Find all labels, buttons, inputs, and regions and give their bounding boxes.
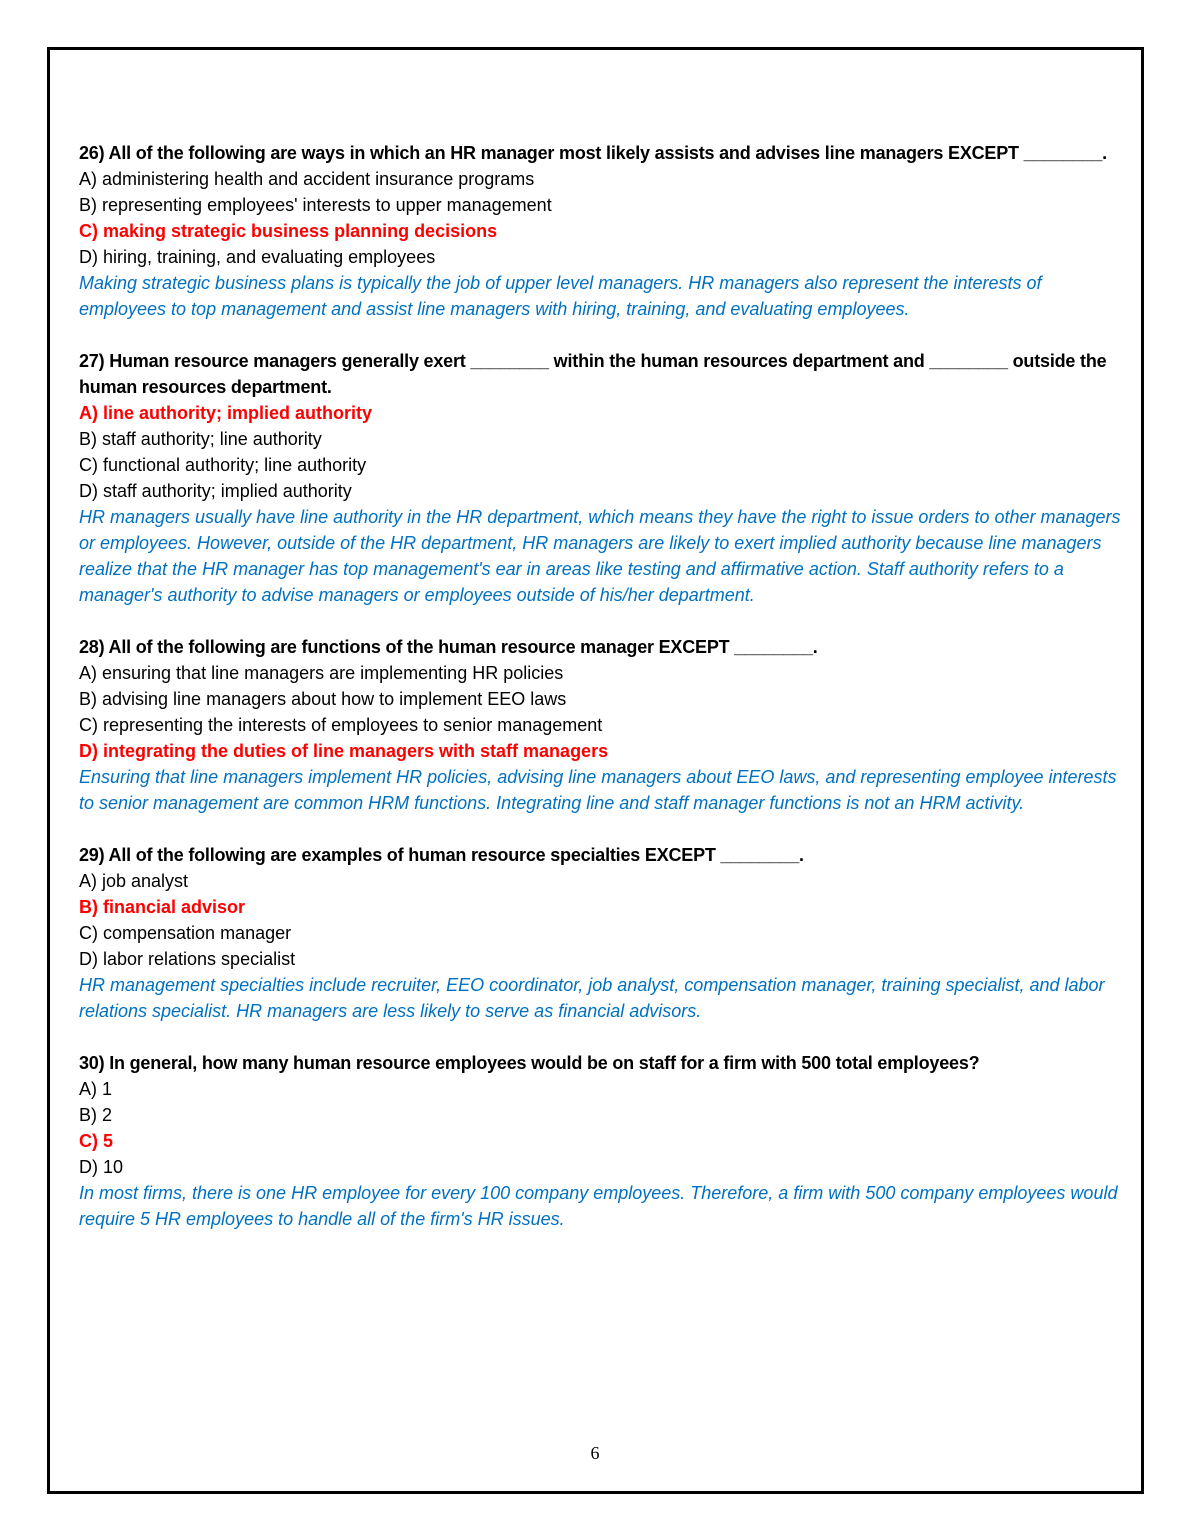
option-d-correct: D) integrating the duties of line managers with staff managers	[79, 741, 609, 761]
option-d: D) 10	[79, 1157, 124, 1177]
option-d: D) labor relations specialist	[79, 949, 296, 969]
question-stem: 27) Human resource managers generally exert ________ within the human resources department and ________ outside the human resources department.	[79, 351, 1107, 397]
option-d: D) hiring, training, and evaluating employees	[79, 247, 436, 267]
option-b: B) advising line managers about how to implement EEO laws	[79, 689, 567, 709]
page-number: 6	[590, 1443, 600, 1463]
option-c-correct: C) 5	[79, 1131, 114, 1151]
question-stem: 30) In general, how many human resource employees would be on staff for a firm with 500 total employees?	[79, 1053, 980, 1073]
option-c: C) functional authority; line authority	[79, 455, 367, 475]
option-b: B) representing employees' interests to upper management	[79, 195, 552, 215]
answer-explanation: HR management specialties include recruiter, EEO coordinator, job analyst, compensation manager, training specialist, and labor relations specialist. HR managers are less likely to serve as financial advisors.	[79, 975, 1105, 1021]
option-d: D) staff authority; implied authority	[79, 481, 352, 501]
option-a: A) job analyst	[79, 871, 189, 891]
option-a-correct: A) line authority; implied authority	[79, 403, 373, 423]
answer-explanation: Ensuring that line managers implement HR policies, advising line managers about EEO laws, and representing employee interests to senior management are common HRM functions. Integrating line and staff manager functions is not an HRM activity.	[79, 767, 1117, 813]
question-28	[79, 634, 1129, 816]
option-a: A) 1	[79, 1079, 113, 1099]
answer-explanation: HR managers usually have line authority in the HR department, which means they have the right to issue orders to other managers or employees. However, outside of the HR department, HR managers are likely to exert implied authority because line managers realize that the HR manager has top management's ear in areas like testing and affirmative action. Staff authority refers to a manager's authority to advise managers or employees outside of his/her department.	[79, 507, 1121, 605]
question-stem: 26) All of the following are ways in which an HR manager most likely assists and advises line managers EXCEPT ________.	[79, 143, 1107, 163]
option-a: A) ensuring that line managers are implementing HR policies	[79, 663, 564, 683]
option-c-correct: C) making strategic business planning decisions	[79, 221, 498, 241]
option-c: C) compensation manager	[79, 923, 292, 943]
question-list	[79, 140, 1129, 1258]
option-a: A) administering health and accident insurance programs	[79, 169, 535, 189]
question-stem: 28) All of the following are functions of the human resource manager EXCEPT ________.	[79, 637, 818, 657]
option-b-correct: B) financial advisor	[79, 897, 246, 917]
option-b: B) 2	[79, 1105, 113, 1125]
question-29	[79, 842, 1129, 1024]
question-26	[79, 140, 1129, 322]
question-stem: 29) All of the following are examples of human resource specialties EXCEPT ________.	[79, 845, 804, 865]
question-27	[79, 348, 1129, 608]
question-30	[79, 1050, 1129, 1232]
option-b: B) staff authority; line authority	[79, 429, 322, 449]
option-c: C) representing the interests of employees to senior management	[79, 715, 603, 735]
answer-explanation: In most firms, there is one HR employee for every 100 company employees. Therefore, a firm with 500 company employees would require 5 HR employees to handle all of the firm's HR issues.	[79, 1183, 1118, 1229]
answer-explanation: Making strategic business plans is typically the job of upper level managers. HR managers also represent the interests of employees to top management and assist line managers with hiring, training, and evaluating employees.	[79, 273, 1042, 319]
